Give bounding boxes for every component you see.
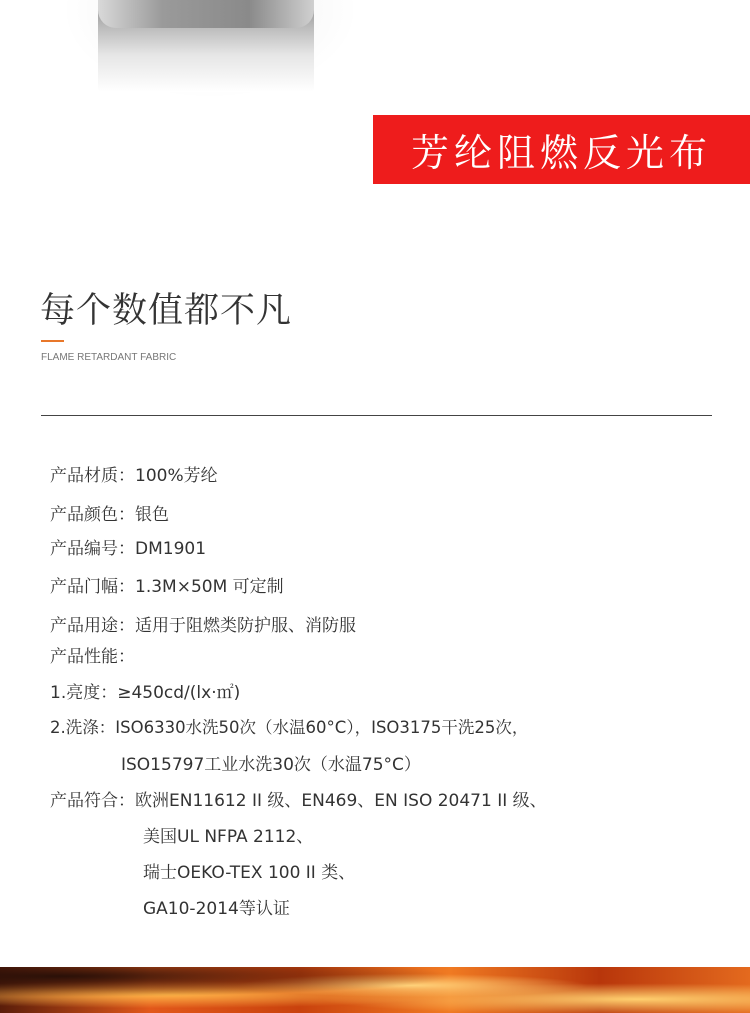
spec-material: 产品材质：100%芳纶: [50, 466, 218, 486]
spec-code: 产品编号：DM1901: [50, 539, 207, 559]
section-subheading: FLAME RETARDANT FABRIC: [41, 352, 177, 363]
section-divider: [41, 415, 712, 416]
spec-color: 产品颜色：银色: [50, 505, 169, 525]
spec-brightness: 1.亮度：≥450cd/(lx·㎡): [50, 683, 241, 703]
spec-width: 产品门幅：1.3M×50M 可定制: [50, 577, 284, 597]
spec-usage: 产品用途：适用于阻燃类防护服、消防服: [50, 616, 356, 636]
spec-standards-line-3: 瑞士OEKO-TEX 100 II 类、: [143, 863, 356, 883]
spec-washing-line-2: ISO15797工业水洗30次（水温75°C）: [121, 755, 421, 775]
section-heading: 每个数值都不凡: [40, 291, 293, 331]
product-roll-image: [98, 0, 314, 92]
flame-background-image: [0, 967, 750, 1013]
spec-standards-line-4: GA10-2014等认证: [143, 899, 290, 919]
spec-standards-line-2: 美国UL NFPA 2112、: [143, 827, 314, 847]
spec-washing-line-1: 2.洗涤：ISO6330水洗50次（水温60°C），ISO3175干洗25次，: [50, 718, 529, 737]
banner-title: 芳纶阻燃反光布: [410, 131, 712, 175]
heading-accent-line: [41, 340, 64, 342]
spec-performance-label: 产品性能：: [50, 647, 135, 667]
spec-standards-line-1: 产品符合：欧洲EN11612 II 级、EN469、EN ISO 20471 II 级、: [50, 791, 547, 811]
product-title-banner: [373, 115, 750, 184]
